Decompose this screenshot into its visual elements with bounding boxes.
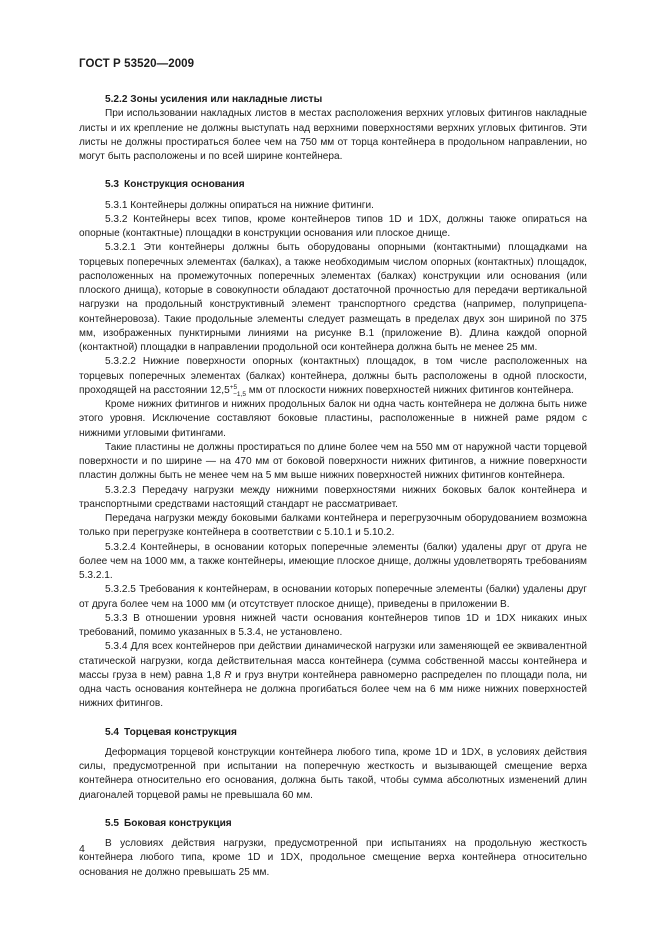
section-number: 5.3	[105, 179, 120, 191]
paragraph: При использовании накладных листов в местах расположения верхних угловых фитингов накладные листы и их крепление не должны выступать над верхними поверхностями верхних угловых фитингов. Эти листы не должны простираться более чем на 750 мм от торца контейнера в продольном направлении, но могут быть расположены и по всей ширине контейнера.	[79, 108, 587, 162]
section-title: Боковая конструкция	[124, 817, 232, 829]
paragraph: Кроме нижних фитингов и нижних продольных балок ни одна часть контейнера не должна быть ниже этого уровня. Исключение составляют боковые пластины, расположенные в нижней раме рядом с нижними угловыми фитингами.	[79, 399, 587, 439]
paragraph-text: 5.3.4 Для всех контейнеров при действии динамической нагрузки или заменяющей ее эквивалентной статической нагрузки, когда действительная масса контейнера (сумма собственной массы контейнера и массы груза в нем) равна 1,8	[79, 641, 587, 681]
section-number: 5.5	[105, 817, 120, 829]
paragraph: Деформация торцевой конструкции контейнера любого типа, кроме 1D и 1DX, в условиях действия силы, предусмотренной при испытании на поперечную жесткость и вызывающей смещение верха контейнера относительно его основания, должна быть такой, чтобы сумма абсолютных изменений длин диагоналей торцевой рамы не превышала 60 мм.	[79, 746, 587, 801]
variable-r: R	[224, 669, 232, 681]
paragraph-text: 5.3.2.2 Нижние поверхности опорных (контактных) площадок, в том числе расположенных на торцевых поперечных элементах (балках) контейнера, должны быть расположены в одной плоскости, проходящей на расстоянии 12,5	[79, 356, 587, 396]
tolerance-lower: −1,5	[233, 390, 246, 398]
section-5-2-2-heading: 5.2.2 Зоны усиления или накладные листы	[105, 94, 323, 105]
paragraph: Передача нагрузки между боковыми балками контейнера и перегрузочным оборудованием возможна только при перегрузке контейнера в соответствии с 5.10.1 и 5.10.2.	[79, 513, 587, 539]
paragraph: 5.3.2.3 Передачу нагрузки между нижними поверхностями нижних боковых балок контейнера и транспортными средствами настоящий стандарт не рассматривает.	[79, 484, 587, 510]
paragraph: Такие пластины не должны простираться по длине более чем на 550 мм от наружной части торцевой поверхности и по ширине — на 470 мм от боковой поверхности нижних фитингов, а нижние поверхности пластин должны быть не менее чем на 5 мм выше нижних поверхностей нижних фитингов контейнера.	[79, 441, 587, 482]
paragraph	[79, 640, 587, 711]
section-title: Конструкция основания	[124, 179, 245, 191]
section-number: 5.4	[105, 726, 120, 738]
paragraph: 5.3.3 В отношении уровня нижней части основания контейнеров типов 1D и 1DX никаких иных требований, помимо указанных в 5.3.4, не установлено.	[79, 612, 587, 638]
document-header: ГОСТ Р 53520—2009	[79, 58, 195, 70]
paragraph: В условиях действия нагрузки, предусмотренной при испытаниях на продольную жесткость контейнера любого типа, кроме 1D и 1DX, продольное смещение верха контейнера относительно основания не должно превышать 25 мм.	[79, 838, 587, 878]
paragraph: 5.3.2.1 Эти контейнеры должны быть оборудованы опорными (контактными) площадками на торцевых поперечных элементах (балках), а также необходимым числом опорных (контактных) площадок, расположенных на промежуточных поперечных элементах (балках) конструкции или основания (или плоского днища), которые в совокупности обладают достаточной прочностью для передачи вертикальной нагрузки на продольный конструктивный элемент транспортного средства (например, полуприцепа-контейнеровоза). Такие продольные элементы следует размещать в пределах двух зон шириной по 375 мм, изображенных пунктирными линиями на рисунке В.1 (приложение В). Длина каждой опорной (контактной) площадки в направлении продольной оси контейнера должна быть не менее 25 мм.	[79, 242, 587, 353]
paragraph: 5.3.2.4 Контейнеры, в основании которых поперечные элементы (балки) удалены друг от друга не более чем на 1000 мм, а также контейнеры, имеющие плоское днище, должны удовлетворять требованиям 5.3.2.1.	[79, 541, 587, 581]
page-number: 4	[79, 843, 85, 855]
section-5-3-heading	[79, 178, 587, 192]
section-title: Торцевая конструкция	[124, 726, 237, 738]
document-body	[79, 93, 587, 880]
paragraph: 5.3.2.5 Требования к контейнерам, в основании которых поперечные элементы (балки) удалены друг от друга более чем на 1000 мм (и отсутствует плоское днище), приведены в приложении В.	[79, 584, 587, 610]
paragraph-text: и груз внутри контейнера равномерно распределен по площади пола, ни одна часть основания контейнера не должна прогибаться более чем на 6 мм ниже нижних поверхностей нижних фитингов.	[79, 669, 588, 710]
paragraph: 5.3.1 Контейнеры должны опираться на нижние фитинги.	[105, 199, 374, 211]
paragraph-text: мм от плоскости нижних поверхностей нижних фитингов контейнера.	[245, 384, 574, 396]
section-5-5-heading	[79, 817, 587, 831]
section-5-4-heading	[79, 726, 587, 740]
paragraph: 5.3.2 Контейнеры всех типов, кроме контейнеров типов 1D и 1DX, должны также опираться на опорные (контактные) площадки в конструкции основания или плоское днище.	[79, 213, 587, 239]
paragraph	[79, 355, 587, 398]
tolerance-upper: +5	[229, 383, 238, 391]
